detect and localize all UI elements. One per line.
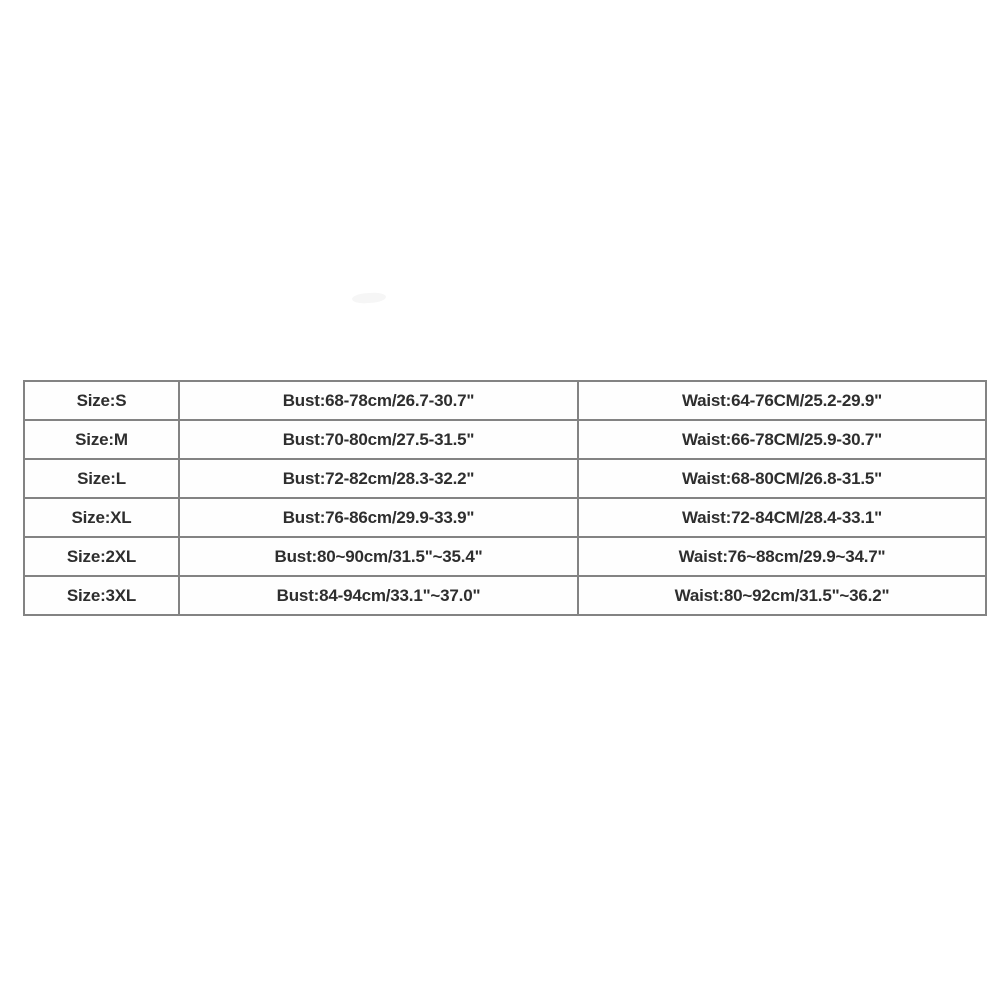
table-row-m bbox=[24, 420, 986, 459]
size-chart bbox=[23, 380, 979, 616]
table-row-3xl bbox=[24, 576, 986, 615]
waist-cell: Waist:64-76CM/25.2-29.9" bbox=[578, 381, 986, 420]
table-row-xl bbox=[24, 498, 986, 537]
waist-cell: Waist:72-84CM/28.4-33.1" bbox=[578, 498, 986, 537]
smudge-artifact bbox=[352, 292, 387, 304]
size-chart-table bbox=[23, 380, 987, 616]
size-cell: Size:M bbox=[24, 420, 179, 459]
size-cell: Size:S bbox=[24, 381, 179, 420]
waist-cell: Waist:80~92cm/31.5"~36.2" bbox=[578, 576, 986, 615]
waist-cell: Waist:76~88cm/29.9~34.7" bbox=[578, 537, 986, 576]
bust-cell: Bust:68-78cm/26.7-30.7" bbox=[179, 381, 578, 420]
size-cell: Size:XL bbox=[24, 498, 179, 537]
table-row-s bbox=[24, 381, 986, 420]
bust-cell: Bust:70-80cm/27.5-31.5" bbox=[179, 420, 578, 459]
size-cell: Size:L bbox=[24, 459, 179, 498]
bust-cell: Bust:80~90cm/31.5"~35.4" bbox=[179, 537, 578, 576]
bust-cell: Bust:72-82cm/28.3-32.2" bbox=[179, 459, 578, 498]
size-cell: Size:3XL bbox=[24, 576, 179, 615]
bust-cell: Bust:76-86cm/29.9-33.9" bbox=[179, 498, 578, 537]
table-row-l bbox=[24, 459, 986, 498]
table-row-2xl bbox=[24, 537, 986, 576]
waist-cell: Waist:66-78CM/25.9-30.7" bbox=[578, 420, 986, 459]
size-cell: Size:2XL bbox=[24, 537, 179, 576]
bust-cell: Bust:84-94cm/33.1"~37.0" bbox=[179, 576, 578, 615]
waist-cell: Waist:68-80CM/26.8-31.5" bbox=[578, 459, 986, 498]
